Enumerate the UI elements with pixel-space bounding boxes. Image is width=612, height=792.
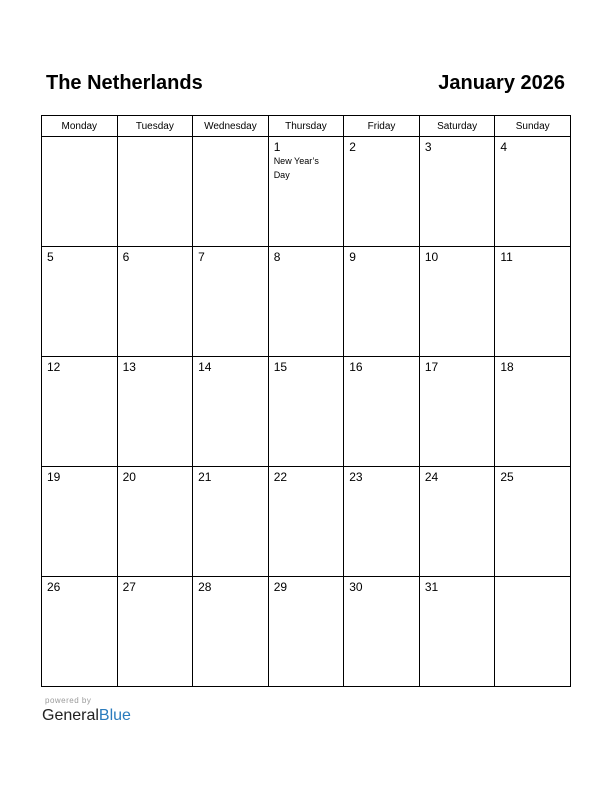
day-number: 28: [198, 580, 212, 594]
day-cell: [193, 247, 269, 357]
day-cell: [344, 247, 420, 357]
day-cell: [495, 247, 571, 357]
day-number: 11: [500, 250, 513, 264]
day-cell: [495, 137, 571, 247]
month-year-title: January 2026: [438, 72, 565, 94]
day-cell: [344, 137, 420, 247]
day-cell: [344, 467, 420, 577]
day-cell: [193, 357, 269, 467]
day-number: 25: [500, 470, 514, 484]
week-row: [42, 137, 571, 247]
day-cell: [268, 357, 344, 467]
weekday-header: Friday: [344, 116, 420, 137]
day-number: 23: [349, 470, 363, 484]
day-cell: [193, 577, 269, 687]
day-cell: [117, 137, 193, 247]
day-number: 6: [122, 250, 130, 264]
day-cell: [495, 577, 571, 687]
day-cell: [495, 467, 571, 577]
day-number: 3: [424, 140, 432, 154]
day-number: 19: [47, 470, 61, 484]
day-cell: [268, 247, 344, 357]
day-cell: [268, 577, 344, 687]
day-number: 21: [198, 470, 212, 484]
day-number: 16: [349, 360, 363, 374]
day-number: 2: [349, 140, 356, 154]
day-cell: [268, 137, 344, 247]
week-row: [42, 467, 571, 577]
day-number: [118, 137, 193, 140]
day-cell: [495, 357, 571, 467]
day-number: 7: [198, 250, 205, 264]
day-number: 31: [424, 580, 439, 594]
day-number: 1: [273, 140, 281, 154]
day-cell: [193, 137, 269, 247]
calendar-grid: [41, 115, 571, 687]
day-number: 20: [122, 470, 136, 484]
brand-name-part1: General: [42, 707, 99, 724]
day-cell: [193, 467, 269, 577]
day-number: 13: [122, 360, 136, 374]
day-cell: [42, 357, 118, 467]
day-cell: [419, 467, 495, 577]
day-cell: [42, 577, 118, 687]
day-number: 26: [47, 580, 61, 594]
weekday-header: Monday: [42, 116, 118, 137]
day-number: 27: [122, 580, 136, 594]
day-number: 12: [47, 360, 61, 374]
holiday-label: New Year’s Day: [273, 156, 319, 180]
day-number: 10: [424, 250, 439, 264]
day-number: 29: [273, 580, 288, 594]
brand-logo[interactable]: [42, 706, 131, 726]
country-title: The Netherlands: [46, 72, 203, 94]
day-cell: [344, 577, 420, 687]
brand-name-part2: Blue: [98, 707, 131, 724]
week-row: [42, 577, 571, 687]
day-number: 14: [198, 360, 212, 374]
day-number: 8: [273, 250, 281, 264]
day-number: 30: [349, 580, 363, 594]
day-cell: [117, 467, 193, 577]
day-cell: [344, 357, 420, 467]
day-number: 24: [424, 470, 439, 484]
day-cell: [419, 357, 495, 467]
weekday-header: Tuesday: [117, 116, 193, 137]
week-row: [42, 247, 571, 357]
week-row: [42, 357, 571, 467]
day-number: 5: [47, 250, 54, 264]
footer-branding: [42, 696, 131, 726]
weekday-header: Wednesday: [193, 116, 269, 137]
day-cell: [268, 467, 344, 577]
powered-by-text: powered by: [45, 696, 92, 705]
day-number: [495, 577, 570, 580]
day-number: 18: [500, 360, 514, 374]
day-number: [193, 137, 268, 140]
day-number: 9: [349, 250, 356, 264]
day-number: 15: [273, 360, 288, 374]
weekday-header-row: [42, 116, 571, 137]
weekday-header: Thursday: [268, 116, 344, 137]
day-cell: [42, 247, 118, 357]
day-number: [42, 137, 117, 140]
day-cell: [419, 577, 495, 687]
day-number: 17: [424, 360, 439, 374]
day-cell: [42, 137, 118, 247]
weekday-header: Saturday: [419, 116, 495, 137]
day-cell: [117, 357, 193, 467]
day-number: 4: [500, 140, 508, 154]
day-cell: [117, 577, 193, 687]
weekday-header: Sunday: [495, 116, 571, 137]
day-cell: [42, 467, 118, 577]
day-cell: [117, 247, 193, 357]
day-cell: [419, 137, 495, 247]
day-number: 22: [273, 470, 288, 484]
day-cell: [419, 247, 495, 357]
